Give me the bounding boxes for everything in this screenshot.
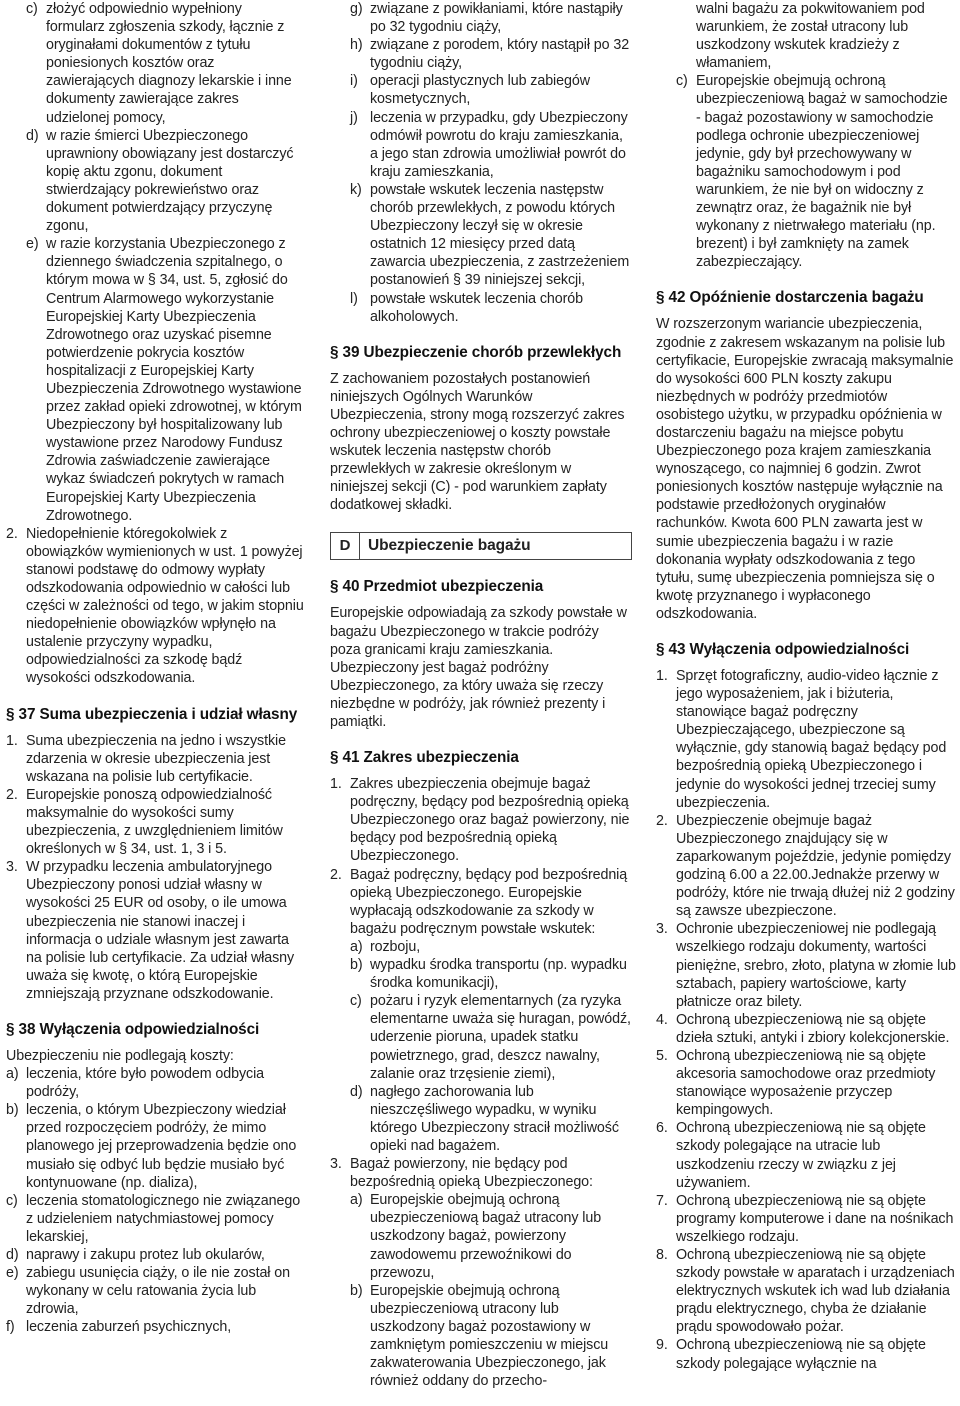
list-item: d) naprawy i zakupu protez lub okularów, (6, 1247, 265, 1263)
column-2 (330, 0, 632, 1390)
column-1 (6, 0, 304, 1336)
list-item: a) leczenia, które było powodem odbycia podróży, (6, 1066, 264, 1101)
list-item: e) zabiegu usunięcia ciąży, o ile nie został on wykonany w celu ratowania życia lub zdrowia, (6, 1265, 290, 1318)
list-item: 1. Suma ubezpieczenia na jedno i wszystkie zdarzenia w okresie ubezpieczenia jest wskazana na polisie lub certyfikacie. (6, 732, 286, 785)
list-item: f) leczenia zaburzeń psychicznych, (6, 1319, 232, 1336)
list-item: 9. Ochroną ubezpieczeniową nie są objęte szkody polegające wyłącznie na (656, 1337, 926, 1372)
paragraph: W rozszerzonym wariancie ubezpieczenia, zgodnie z zakresem wskazanym na polisie lub certyfikacie, Europejskie zwracają maksymalnie do wysokości 600 PLN koszty zakupu niezbędnych w podróży przedmiotów osobistego użytku, w przypadku opóźnienia w dostarczeniu bagażu na miejsce pobytu Ubezpieczonego poza krajem zamieszkania wynoszącego, co najmniej 6 godzin. Zwrot poniesionych kosztów następuje wyłącznie na podstawie przedłożonych oryginałów rachunków. Kwota 600 PLN zawarta jest w sumie ubezpieczenia bagażu i w razie dokonania wypłaty odszkodowania z tego tytułu, sumę ubezpieczenia pomniejsza się o kwotę przyznanego i wypłaconego odszkodowania. (656, 316, 954, 622)
list-item: d) nagłego zachorowania lub nieszczęśliwego wypadku, w wyniku którego Ubezpieczony stracił możliwość opieki nad bagażem. (350, 1083, 619, 1154)
list-item: 2. Niedopełnienie któregokolwiek z obowiązków wymienionych w ust. 1 powyżej stanowi podstawę do odmowy wypłaty odszkodowania odpowiednio w całości lub części w zależności od tego, w jakim stopniu niedopełnienie obowiązków wpłynęło na ustalenie przyczyny wypadku, odpowiedzialności za szkodę bądź wysokości odszkodowania. (6, 525, 304, 687)
list-item: l) powstałe wskutek leczenia chorób alkoholowych. (350, 290, 583, 325)
paragraph: Ubezpieczeniu nie podlegają koszty: (6, 1047, 234, 1064)
paragraph: Z zachowaniem pozostałych postanowień niniejszych Ogólnych Warunków Ubezpieczenia, strony mogą rozszerzyć zakres ochrony ubezpieczeniowej o koszty powstałe wskutek leczenia następstw chorób przewlekłych w zakresie określonym w niniejszej sekcji (C) - pod warunkiem zapłaty dodatkowej składki. (330, 370, 625, 514)
section-title: Ubezpieczenie bagażu (368, 537, 531, 555)
list-item: 2. Europejskie ponoszą odpowiedzialność maksymalnie do wysokości sumy ubezpieczenia, z uwzględnieniem limitów określonych w § 34, ust. 1, 3 i 5. (6, 786, 283, 858)
section-d-header (330, 532, 632, 560)
list-item: 2. Bagaż podręczny, będący pod bezpośrednią opieką Ubezpieczonego. Europejskie wypłacają odszkodowanie za szkody w bagażu podręcznym powstałe wskutek: (330, 866, 628, 937)
list-item: 1. Sprzęt fotograficzny, audio-video łącznie z jego wyposażeniem, jak i biżuteria, stanowiące bagaż podręczny Ubezpieczającego, ubezpieczone są wyłącznie, gdy stanowią bagaż będący pod bezpośrednią opieką Ubezpieczonego i jedynie do wysokości jednej trzeciej sumy ubezpieczenia. (656, 668, 947, 811)
section-letter: D (331, 533, 360, 559)
section-heading-38: § 38 Wyłączenia odpowiedzialności (6, 1020, 260, 1038)
section-heading-43: § 43 Wyłączenia odpowiedzialności (656, 641, 910, 658)
list-item: e) w razie korzystania Ubezpieczonego z dziennego świadczenia szpitalnego, o którym mowa w § 34, ust. 5, zgłosić do Centrum Alarmowego wykorzystanie Europejskiej Karty Ubezpieczenia Zdrowotnego oraz uzyskać pisemne potwierdzenie pokrycia kosztów hospitalizacji z Europejskiej Karty Ubezpieczenia Zdrowotnego wystawione przez zakład opieki zdrowotnej, w którym Ubezpieczony był hospitalizowany lub wystawione przez Narodowy Fundusz Zdrowia zaświadczenie zawierające wykaz świadczeń pokrytych w ramach Europejskiej Karty Ubezpieczenia Zdrowotnego. (26, 236, 302, 524)
list-item: k) powstałe wskutek leczenia następstw chorób przewlekłych, z powodu których Ubezpieczony leczył się w okresie ostatnich 12 miesięcy przed datą zawarcia ubezpieczenia, z zastrzeżeniem postanowień § 39 niniejszej sekcji, (350, 181, 630, 289)
list-item: c) Europejskie obejmują ochroną ubezpieczeniową bagaż w samochodzie - bagaż pozostawiony w samochodzie podlega ochronie ubezpieczeniowej jedynie, gdy był przechowywany w bagażniku samochodowym i pod warunkiem, że nie był on widoczny z zewnątrz oraz, że bagażnik nie był wykonany z nietrwałego materiału (np. brezent) i był zamknięty na zamek zabezpieczający. (676, 73, 948, 271)
list-item: h) związane z porodem, który nastąpił po 32 tygodniu ciąży, (350, 37, 630, 72)
column-3 (656, 0, 956, 1373)
section-heading-40: § 40 Przedmiot ubezpieczenia (330, 578, 544, 596)
list-item: g) związane z powikłaniami, które nastąpiły po 32 tygodniu ciąży, (350, 1, 623, 36)
list-item: c) leczenia stomatologicznego nie związanego z udzieleniem natychmiastowej pomocy lekarskiej, (6, 1192, 301, 1245)
list-item: 3. W przypadku leczenia ambulatoryjnego Ubezpieczony ponosi udział własny w wysokości 25 EUR od osoby, o ile umowa ubezpieczenia nie stanowi inaczej i informacja o udziale własnym jest zawarta na polisie lub certyfikacie. Za udział własny uważa się kwotę, o którą Europejskie zmniejszają przyznane odszkodowanie. (6, 859, 295, 1002)
list-item: i) operacji plastycznych lub zabiegów kosmetycznych, (350, 73, 590, 108)
list-item: b) wypadku środka transportu (np. wypadku środka komunikacji), (350, 957, 627, 992)
paragraph: Europejskie odpowiadają za szkody powstałe w bagażu Ubezpieczonego w trakcie podróży poza granicami kraju zamieszkania. Ubezpieczony jest bagaż podróżny Ubezpieczonego, za który uważa się rzeczy niezbędne w podróży, jak również prezenty i pamiątki. (330, 605, 627, 730)
section-heading-37: § 37 Suma ubezpieczenia i udział własny (6, 705, 298, 723)
list-item: 2. Ubezpieczenie obejmuje bagaż Ubezpieczonego znajdujący się w zaparkowanym pojeździe, jedynie pomiędzy godziną 6.00 a 22.00.Jednakże przerwy w podróży, które nie trwają dłużej niż 2 godziny są zawsze ubezpieczone. (656, 812, 955, 920)
list-item: c) złożyć odpowiednio wypełniony formularz zgłoszenia szkody, łącznie z oryginałami dokumentów z tytułu poniesionych kosztów oraz zawierających diagnozy lekarskie i inne dokumenty zawierające zakres udzielonej pomocy, (26, 1, 292, 126)
list-item: b) Europejskie obejmują ochroną ubezpieczeniową utracony lub uszkodzony bagaż pozostawiony w zamkniętym pomieszczeniu w miejscu zakwaterowania Ubezpieczonego, jak również oddany do przecho- (350, 1282, 609, 1390)
list-item: 3. Ochronie ubezpieczeniowej nie podlegają wszelkiego rodzaju dokumenty, wartości pieniężne, srebro, złoto, platyna w złomie lub sztabach, papiery wartościowe, karty płatnicze oraz bilety. (656, 921, 956, 1010)
list-item: c) pożaru i ryzyk elementarnych (za ryzyka elementarne uważa się huragan, powódź, uderzenie pioruna, upadek statku powietrznego, grad, deszcz nawalny, zalanie oraz trzęsienie ziemi), (350, 993, 631, 1082)
list-item: d) w razie śmierci Ubezpieczonego uprawniony obowiązany jest dostarczyć kopię aktu zgonu, dokument stwierdzający pokrewieństwo oraz dokument potwierdzający przyczynę zgonu, (26, 127, 294, 235)
list-item: 4. Ochroną ubezpieczeniową nie są objęte dzieła sztuki, antyki i zbiory kolekcjonerskie. (656, 1011, 950, 1046)
paragraph-continuation: walni bagażu za pokwitowaniem pod warunkiem, że został utracony lub uszkodzony wskutek kradzieży z włamaniem, (696, 1, 925, 72)
list-item: a) rozboju, (350, 938, 421, 955)
section-heading-42: § 42 Opóźnienie dostarczenia bagażu (656, 289, 924, 307)
list-item: b) leczenia, o którym Ubezpieczony wiedział przed rozpoczęciem podróży, że mimo planowego jej przeprowadzenia będzie ono musiało się odbyć lub będzie musiało być kontynuowane (np. dializa), (6, 1102, 297, 1191)
section-heading-41: § 41 Zakres ubezpieczenia (330, 749, 519, 767)
section-heading-39: § 39 Ubezpieczenie chorób przewlekłych (330, 343, 622, 361)
list-item: a) Europejskie obejmują ochroną ubezpieczeniową bagaż utracony lub uszkodzony bagaż, powierzony zawodowemu przewoźnikowi do przewozu, (350, 1192, 602, 1281)
list-item: 3. Bagaż powierzony, nie będący pod bezpośrednią opieką Ubezpieczonego: (330, 1156, 593, 1191)
list-item: j) leczenia w przypadku, gdy Ubezpieczony odmówił powrotu do kraju zamieszkania, a jego stan zdrowia umożliwiał powrót do kraju zamieszkania, (350, 109, 628, 180)
list-item: 1. Zakres ubezpieczenia obejmuje bagaż podręczny, będący pod bezpośrednią opieką Ubezpieczonego oraz bagaż powierzony, nie będący pod bezpośrednią opieką Ubezpieczonego. (330, 776, 630, 865)
list-item: 8. Ochroną ubezpieczeniową nie są objęte szkody powstałe w aparatach i urządzeniach elektrycznych wskutek ich wad lub działania prądu elektrycznego, chyba że działanie prądu spowodowało pożar. (656, 1247, 955, 1336)
list-item: 7. Ochroną ubezpieczeniową nie są objęte programy komputerowe i dane na nośnikach wszelkiego rodzaju. (656, 1192, 954, 1245)
list-item: 6. Ochroną ubezpieczeniową nie są objęte szkody polegające na utracie lub uszkodzeniu rzeczy w związku z jej używaniem. (656, 1120, 926, 1191)
list-item: 5. Ochroną ubezpieczeniową nie są objęte akcesoria samochodowe oraz przedmioty stanowiące wyposażenie przyczep kempingowych. (656, 1047, 936, 1119)
